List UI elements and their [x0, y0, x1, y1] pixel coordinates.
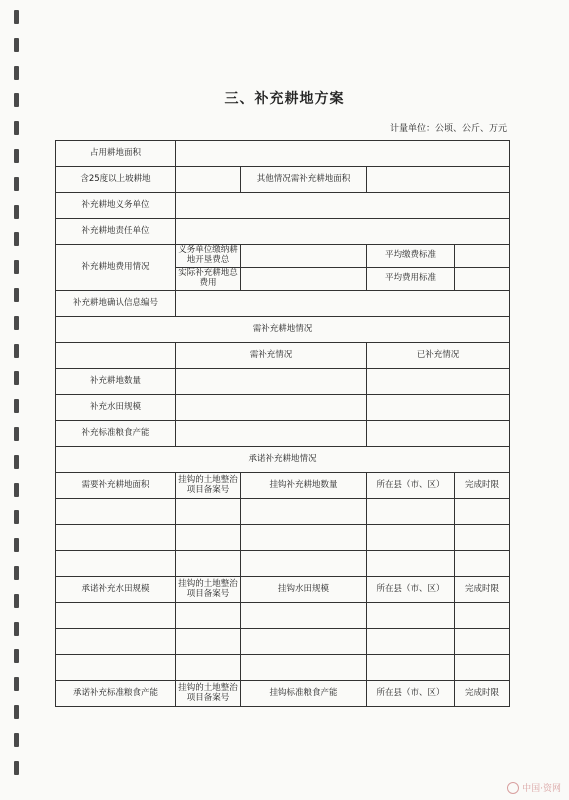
fee-avg-paid-label: 平均缴费标准	[367, 245, 455, 268]
blank-cell	[367, 655, 455, 681]
binding-hole	[14, 149, 19, 163]
blank-cell	[241, 551, 367, 577]
blank-cell	[56, 629, 176, 655]
blank-cell	[367, 499, 455, 525]
other-need-area-label: 其他情况需补充耕地面积	[241, 167, 367, 193]
table-row	[56, 681, 510, 707]
table-row	[56, 395, 510, 421]
occupied-area-value	[176, 141, 510, 167]
table-row	[56, 655, 510, 681]
binding-hole	[14, 733, 19, 747]
blank-cell	[56, 655, 176, 681]
blank-cell	[241, 499, 367, 525]
binding-hole	[14, 705, 19, 719]
done-col-header: 已补充情况	[367, 343, 510, 369]
table-row	[56, 473, 510, 499]
confirm-code-label: 补充耕地确认信息编号	[56, 291, 176, 317]
fee-avg-value	[455, 268, 510, 291]
grain-need-value	[176, 421, 367, 447]
binding-hole	[14, 510, 19, 524]
quantity-label: 补充耕地数量	[56, 369, 176, 395]
binding-hole	[14, 177, 19, 191]
paddy-row-label: 承诺补充水田规模	[56, 577, 176, 603]
binding-hole	[14, 205, 19, 219]
land-supplement-form	[55, 140, 510, 707]
blank-cell	[367, 525, 455, 551]
binding-hole	[14, 649, 19, 663]
need-col-header: 需补充情况	[176, 343, 367, 369]
table-row	[56, 499, 510, 525]
binding-hole	[14, 38, 19, 52]
grain-county-header: 所在县（市、区）	[367, 681, 455, 707]
table-row	[56, 291, 510, 317]
binding-hole	[14, 594, 19, 608]
blank-cell	[56, 603, 176, 629]
need-section-title: 需补充耕地情况	[56, 317, 510, 343]
paddy-county-header: 所在县（市、区）	[367, 577, 455, 603]
table-row	[56, 343, 510, 369]
blank-cell	[176, 629, 241, 655]
binding-holes	[14, 10, 22, 790]
blank-cell	[176, 551, 241, 577]
fee-paid-label: 义务单位缴纳耕地开垦费总	[176, 245, 241, 268]
fee-paid-value	[241, 245, 367, 268]
area-row-label: 需要补充耕地面积	[56, 473, 176, 499]
table-row	[56, 551, 510, 577]
seal-icon	[507, 782, 519, 794]
watermark	[507, 781, 561, 795]
grain-finish-header: 完成时限	[455, 681, 510, 707]
table-row	[56, 141, 510, 167]
blank-cell	[455, 629, 510, 655]
confirm-code-value	[176, 291, 510, 317]
binding-hole	[14, 677, 19, 691]
binding-hole	[14, 538, 19, 552]
blank-cell	[176, 603, 241, 629]
table-row	[56, 525, 510, 551]
grain-hook-project-header: 挂钩的土地整治项目备案号	[176, 681, 241, 707]
paddy-need-value	[176, 395, 367, 421]
grain-hook-header: 挂钩标准粮食产能	[241, 681, 367, 707]
grain-done-value	[367, 421, 510, 447]
watermark-text: 中国·资网	[522, 783, 561, 794]
binding-hole	[14, 371, 19, 385]
binding-hole	[14, 344, 19, 358]
blank-cell	[367, 629, 455, 655]
blank-cell	[241, 655, 367, 681]
blank-cell	[455, 551, 510, 577]
section-header-row	[56, 317, 510, 343]
blank-cell	[241, 525, 367, 551]
resp-unit-label: 补充耕地责任单位	[56, 219, 176, 245]
blank-cell	[241, 603, 367, 629]
fee-avg-label: 平均费用标准	[367, 268, 455, 291]
fee-avg-paid-value	[455, 245, 510, 268]
blank-cell	[176, 525, 241, 551]
binding-hole	[14, 232, 19, 246]
blank-cell	[56, 551, 176, 577]
binding-hole	[14, 566, 19, 580]
blank-cell	[56, 499, 176, 525]
blank-cell	[176, 499, 241, 525]
slope25-label: 含25度以上坡耕地	[56, 167, 176, 193]
grain-label: 补充标准粮食产能	[56, 421, 176, 447]
table-row	[56, 629, 510, 655]
blank-cell	[367, 551, 455, 577]
blank-cell	[455, 499, 510, 525]
paddy-hook-project-header: 挂钩的土地整治项目备案号	[176, 577, 241, 603]
binding-hole	[14, 761, 19, 775]
paddy-hook-header: 挂钩水田规模	[241, 577, 367, 603]
grain-row-label: 承诺补充标准粮食产能	[56, 681, 176, 707]
section-header-row	[56, 447, 510, 473]
blank-cell	[455, 525, 510, 551]
blank-cell	[367, 603, 455, 629]
quantity-need-value	[176, 369, 367, 395]
binding-hole	[14, 316, 19, 330]
fee-label: 补充耕地费用情况	[56, 245, 176, 291]
other-need-area-value	[367, 167, 510, 193]
table-row	[56, 421, 510, 447]
table-row	[56, 167, 510, 193]
binding-hole	[14, 260, 19, 274]
quantity-done-value	[367, 369, 510, 395]
area-finish-header: 完成时限	[455, 473, 510, 499]
binding-hole	[14, 10, 19, 24]
page-title: 三、补充耕地方案	[224, 91, 345, 107]
area-hook-project-header: 挂钩的土地整治项目备案号	[176, 473, 241, 499]
table-row	[56, 245, 510, 268]
paddy-label: 补充水田规模	[56, 395, 176, 421]
area-hook-header: 挂钩补充耕地数量	[241, 473, 367, 499]
table-row	[56, 193, 510, 219]
resp-unit-value	[176, 219, 510, 245]
slope25-value	[176, 167, 241, 193]
binding-hole	[14, 121, 19, 135]
blank-cell	[455, 655, 510, 681]
blank-cell	[176, 655, 241, 681]
binding-hole	[14, 427, 19, 441]
binding-hole	[14, 483, 19, 497]
fee-actual-value	[241, 268, 367, 291]
table-row	[56, 219, 510, 245]
table-row	[56, 603, 510, 629]
promise-section-title: 承诺补充耕地情况	[56, 447, 510, 473]
need-corner-cell	[56, 343, 176, 369]
occupied-area-label: 占用耕地面积	[56, 141, 176, 167]
binding-hole	[14, 288, 19, 302]
duty-unit-value	[176, 193, 510, 219]
paddy-finish-header: 完成时限	[455, 577, 510, 603]
blank-cell	[56, 525, 176, 551]
blank-cell	[455, 603, 510, 629]
table-row	[56, 369, 510, 395]
area-county-header: 所在县（市、区）	[367, 473, 455, 499]
blank-cell	[241, 629, 367, 655]
binding-hole	[14, 399, 19, 413]
fee-actual-label: 实际补充耕地总费用	[176, 268, 241, 291]
binding-hole	[14, 455, 19, 469]
paddy-done-value	[367, 395, 510, 421]
unit-note: 计量单位：公顷、公斤、万元	[389, 124, 507, 134]
binding-hole	[14, 66, 19, 80]
duty-unit-label: 补充耕地义务单位	[56, 193, 176, 219]
binding-hole	[14, 622, 19, 636]
table-row	[56, 577, 510, 603]
